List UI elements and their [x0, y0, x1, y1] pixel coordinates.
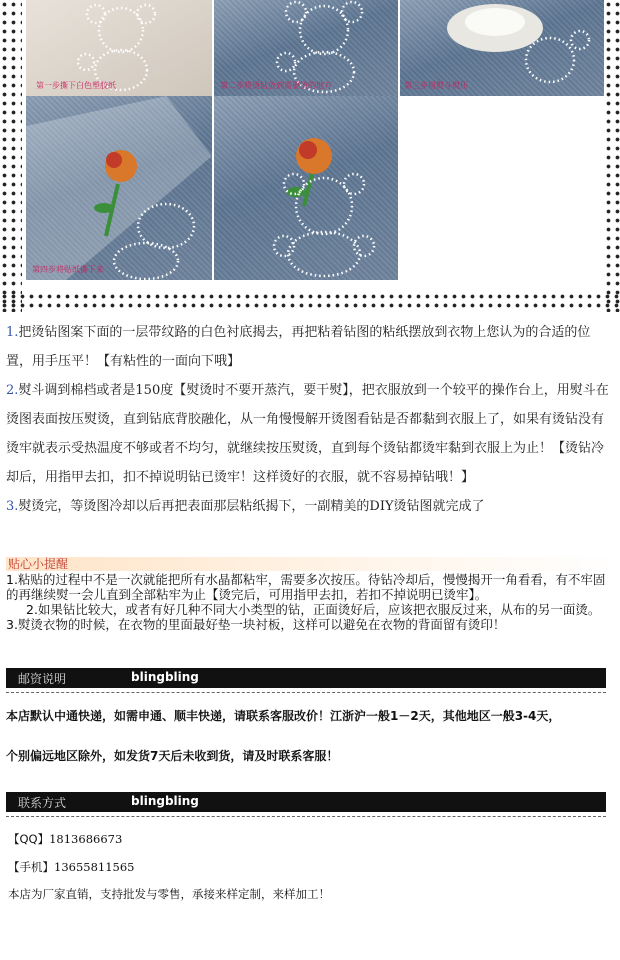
qq-number: 1813686673	[49, 832, 123, 846]
divider	[6, 816, 606, 817]
brand-name: blingbling	[131, 794, 199, 808]
step1-photo	[26, 0, 212, 96]
tips-list	[6, 572, 606, 632]
tip-item: 2.如果钻比较大，或者有好几种不同大小类型的钻，正面烫好后，应该把衣服反过来，从布的另一面烫。	[26, 602, 601, 617]
peeling-transfer-sheet	[26, 96, 212, 280]
shipping-section-bar	[6, 668, 606, 688]
step-number: 1.	[6, 325, 19, 340]
qq-contact	[8, 831, 122, 847]
step-number: 2.	[6, 383, 19, 398]
section-title: 邮资说明	[18, 672, 67, 686]
qq-label: 【QQ】	[8, 832, 50, 846]
phone-contact	[8, 859, 134, 875]
finished-rhinestone-bear	[214, 96, 398, 280]
step-number: 3.	[6, 499, 19, 514]
photo-caption: 第四步将贴纸撕下来	[32, 265, 104, 274]
step-text: 熨斗调到棉档或者是150度【熨烫时不要开蒸汽，要干熨】，把衣服放到一个较平的操作台上，用熨斗在烫图表面按压熨烫，直到钻底背胶融化，从一角慢慢解开烫图看钻是否都黏到衣服上了，如果有烫钻没有烫牢就表示受热温度不够或者不均匀，就继续按压熨烫，直到每个烫钻都烫牢黏到衣服上为止！【烫钻冷却后，用指甲去扣，扣不掉说明钻已烫牢！这样烫好的衣服，就不容易掉钻哦！】	[6, 383, 609, 485]
dotted-border-right	[604, 0, 620, 312]
divider	[6, 692, 606, 693]
step4-photo	[26, 96, 212, 280]
step-text: 熨烫完，等烫图冷却以后再把表面那层粘纸揭下，一副精美的DIY烫钻图就完成了	[18, 499, 485, 514]
step-text: 把烫钻图案下面的一层带纹路的白色衬底揭去，再把粘着钻图的粘纸摆放到衣物上您认为的合适的位置，用手压平！【有粘性的一面向下哦】	[6, 325, 591, 369]
shipping-line-1: 本店默认中通快递，如需申通、顺丰快递，请联系客服改价！江浙沪一般1－2天，其他地区一般3-4天，	[6, 709, 561, 723]
dotted-border-left	[0, 0, 22, 312]
dotted-border-bottom	[0, 292, 620, 312]
step2-photo	[214, 0, 398, 96]
tip-item: 3.熨烫衣物的时候，在衣物的里面最好垫一块衬板，这样可以避免在衣物的背面留有烫印！	[6, 617, 506, 632]
instruction-steps	[6, 318, 616, 521]
step-2	[6, 376, 616, 492]
tutorial-photo-collage	[0, 0, 620, 312]
finished-photo	[214, 96, 398, 280]
phone-number: 13655811565	[54, 860, 135, 874]
step-1	[6, 318, 616, 376]
section-title: 联系方式	[18, 796, 67, 810]
step-3	[6, 492, 616, 521]
phone-label: 【手机】	[8, 860, 54, 874]
contact-section-bar	[6, 792, 606, 812]
photo-caption: 第三步用熨斗熨压	[404, 81, 468, 90]
photo-caption: 第二步将烫钻放到需要烫的地方	[220, 81, 332, 90]
tip-item: 1.粘贴的过程中不是一次就能把所有水晶都粘牢，需要多次按压。待钻冷却后，慢慢揭开一角看看，有不牢固的再继续熨一会儿直到全部粘牢为止【烫完后，可用指甲去扣，若扣不掉说明已烫牢】。	[6, 572, 606, 602]
shipping-line-2: 个别偏远地区除外，如发货7天后未收到货，请及时联系客服！	[6, 749, 339, 763]
step3-photo	[400, 0, 604, 96]
brand-name: blingbling	[131, 670, 199, 684]
photo-caption: 第一步撕下白色塑胶纸	[36, 81, 116, 90]
tips-heading: 贴心小提醒	[6, 557, 620, 571]
store-note: 本店为厂家直销，支持批发与零售，承接来样定制，来样加工！	[8, 887, 330, 901]
